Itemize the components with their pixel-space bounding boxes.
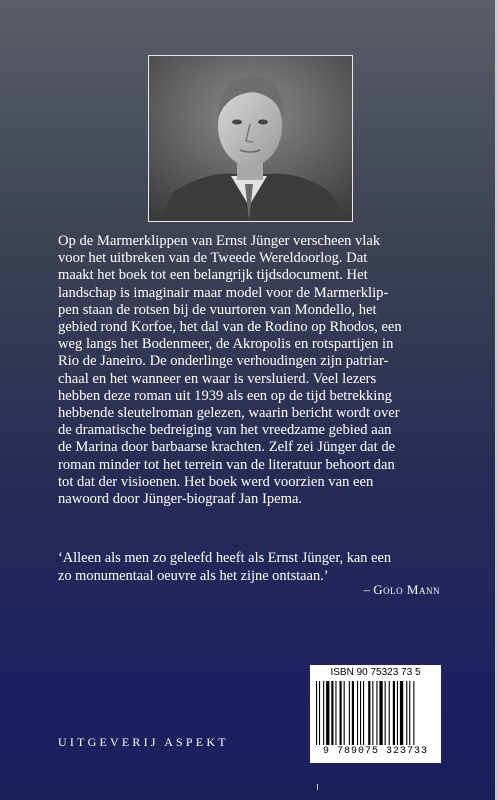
description-line: nawoord door Jünger-biograaf Jan Ipema. [58, 491, 303, 508]
barcode-bar [360, 681, 361, 745]
description-line: de Marina door barbaarse krachten. Zelf zei Jünger dat de [58, 439, 396, 456]
quote-line: ‘Alleen als men zo geleefd heeft als Ernst Jünger, kan een [58, 550, 392, 566]
barcode-bar [319, 681, 320, 745]
description-line: maakt het boek tot een belangrijk tijdsdocument. Het [58, 267, 368, 284]
description-line: hebbende sleutelroman gelezen, waarin bericht wordt over [58, 405, 400, 422]
barcode-bar [335, 681, 336, 745]
barcode-bar [413, 681, 414, 745]
barcode-bar [379, 681, 382, 745]
review-quote [58, 550, 440, 585]
barcode-bar [400, 681, 403, 745]
description-line: roman minder tot het terrein van de literatuur behoort dan [58, 456, 395, 473]
description-line: Op de Marmerklippen van Ernst Jünger verscheen vlak [58, 233, 381, 249]
printer-mark [317, 784, 318, 790]
barcode-bar [372, 681, 373, 745]
description-line: hebben deze roman uit 1939 als een op de tijd betrekking [58, 387, 392, 404]
description-line: de dramatische bedreiging van het vreedzame gebied aan [58, 422, 392, 439]
isbn-barcode-label [310, 665, 441, 763]
attribution-dash: – [363, 582, 374, 597]
description-line: weg langs het Bodenmeer, de Akropolis en rotspartijen in [58, 336, 394, 353]
barcode-bar [385, 681, 386, 745]
barcode-bars [314, 681, 437, 745]
barcode-bar [323, 681, 324, 745]
isbn-number: ISBN 90 75323 73 5 [330, 667, 421, 678]
quote-attribution [0, 582, 440, 598]
barcode-bar [376, 681, 377, 745]
description-line: chaal en het wanneer en waar is versluierd. Veel lezers [58, 370, 377, 387]
description-line: pen staan de rotsen bij de vuurtoren van Mondello, het [58, 301, 377, 318]
description-line: Rio de Janeiro. De onderlinge verhoudingen zijn patriar- [58, 353, 389, 370]
description-line: gebied rond Korfoe, het dal van de Rodino op Rhodos, een [58, 319, 402, 336]
publisher-name: UITGEVERIJ ASPEKT [58, 735, 229, 749]
barcode-bar [389, 681, 390, 745]
barcode-bar [409, 681, 410, 745]
attribution-name: Golo Mann [373, 582, 440, 597]
barcode-bar [368, 681, 370, 745]
description-line: tot dat der visioenen. Het boek werd voorzien van een [58, 473, 374, 490]
description-line: landschap is imaginair maar model voor de Marmerklip- [58, 284, 389, 301]
barcode-bar [349, 681, 350, 745]
barcode-bar [344, 681, 345, 745]
barcode-digits: 9 789075 323733 [322, 746, 428, 757]
barcode-bar [326, 681, 329, 745]
barcode-bar [340, 681, 342, 745]
barcode-bar [397, 681, 398, 745]
barcode-bar [406, 681, 407, 745]
quote-line: zo monumentaal oeuvre als het zijne ontstaan.’ [58, 567, 329, 584]
barcode-bar [363, 681, 364, 745]
author-portrait-photo [148, 55, 353, 222]
barcode-bar [352, 681, 354, 745]
description-line: voor het uitbreken van de Tweede Wereldoorlog. Dat [58, 250, 368, 267]
barcode-bar [316, 681, 317, 745]
barcode-bar [357, 681, 358, 745]
book-description [58, 233, 440, 508]
barcode-bar [393, 681, 395, 745]
barcode-bar [331, 681, 333, 745]
